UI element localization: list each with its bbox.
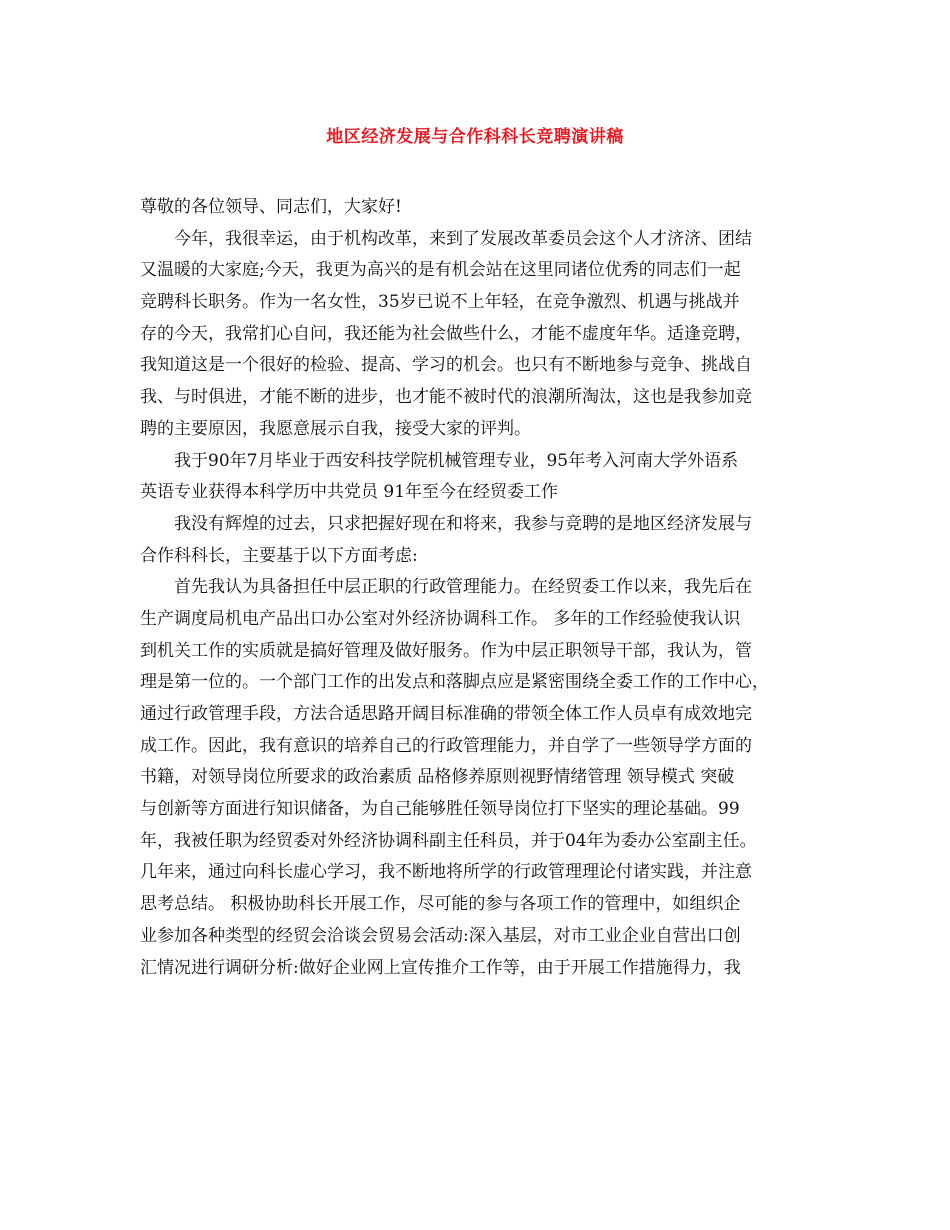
paragraph-line: 成工作。因此，我有意识的培养自己的行政管理能力，并自学了一些领导学方面的 xyxy=(140,735,752,756)
paragraph-line: 生产调度局机电产品出口办公室对外经济协调科工作。 多年的工作经验使我认识 xyxy=(140,608,741,629)
paragraph-line: 首先我认为具备担任中层正职的行政管理能力。在经贸委工作以来，我先后在 xyxy=(174,577,752,598)
paragraph-line: 合作科科长，主要基于以下方面考虑: xyxy=(140,545,418,566)
paragraph-line: 思考总结。 积极协助科长开展工作，尽可能的参与各项工作的管理中，如组织企 xyxy=(140,894,741,915)
paragraph-line: 到机关工作的实质就是搞好管理及做好服务。作为中层正职领导干部，我认为，管 xyxy=(140,640,752,661)
paragraph-line: 又温暖的大家庭;今天，我更为高兴的是有机会站在这里同诸位优秀的同志们一起 xyxy=(140,260,741,281)
paragraph-line: 几年来，通过向科长虚心学习，我不断地将所学的行政管理理论付诸实践，并注意 xyxy=(140,862,752,883)
paragraph-line: 通过行政管理手段，方法合适思路开阔目标准确的带领全体工作人员卓有成效地完 xyxy=(140,704,752,724)
paragraph-line: 存的今天，我常扪心自问，我还能为社会做些什么，才能不虚度年华。适逢竞聘， xyxy=(140,323,752,344)
paragraph-line: 我知道这是一个很好的检验、提高、学习的机会。也只有不断地参与竞争、挑战自 xyxy=(140,355,752,376)
paragraph-line: 与创新等方面进行知识储备，为自己能够胜任领导岗位打下坚实的理论基础。99 xyxy=(140,799,740,820)
paragraph-line: 书籍，对领导岗位所要求的政治素质 品格修养原则视野情绪管理 领导模式 突破 xyxy=(140,767,735,788)
document-title: 地区经济发展与合作科科长竞聘演讲稿 xyxy=(326,127,624,147)
paragraph-line: 竞聘科长职务。作为一名女性，35岁已说不上年轻，在竞争激烈、机遇与挑战并 xyxy=(140,292,740,313)
paragraph-line: 我没有辉煌的过去，只求把握好现在和将来，我参与竞聘的是地区经济发展与 xyxy=(174,513,752,534)
paragraph-line: 今年，我很幸运，由于机构改革，来到了发展改革委员会这个人才济济、团结 xyxy=(174,228,752,249)
paragraph-line: 年，我被任职为经贸委对外经济协调科副主任科员，并于04年为委办公室副主任。 xyxy=(140,830,757,851)
paragraph-line: 汇情况进行调研分析:做好企业网上宣传推介工作等，由于开展工作措施得力，我 xyxy=(140,957,741,978)
paragraph-line: 我、与时俱进，才能不断的进步，也才能不被时代的浪潮所淘汰，这也是我参加竞 xyxy=(140,387,752,408)
paragraph-line: 理是第一位的。一个部门工作的出发点和落脚点应是紧密围绕全委工作的工作中心， xyxy=(140,672,769,693)
paragraph-line: 聘的主要原因，我愿意展示自我，接受大家的评判。 xyxy=(140,418,531,439)
document-body xyxy=(140,192,820,984)
paragraph-line: 英语专业获得本科学历中共党员 91年至今在经贸委工作 xyxy=(140,482,559,503)
paragraph-line: 我于90年7月毕业于西安科技学院机械管理专业，95年考入河南大学外语系 xyxy=(174,450,739,471)
paragraph-line: 业参加各种类型的经贸会洽谈会贸易会活动:深入基层，对市工业企业自营出口创 xyxy=(140,925,741,946)
paragraph-line: 尊敬的各位领导、同志们，大家好! xyxy=(140,197,402,217)
